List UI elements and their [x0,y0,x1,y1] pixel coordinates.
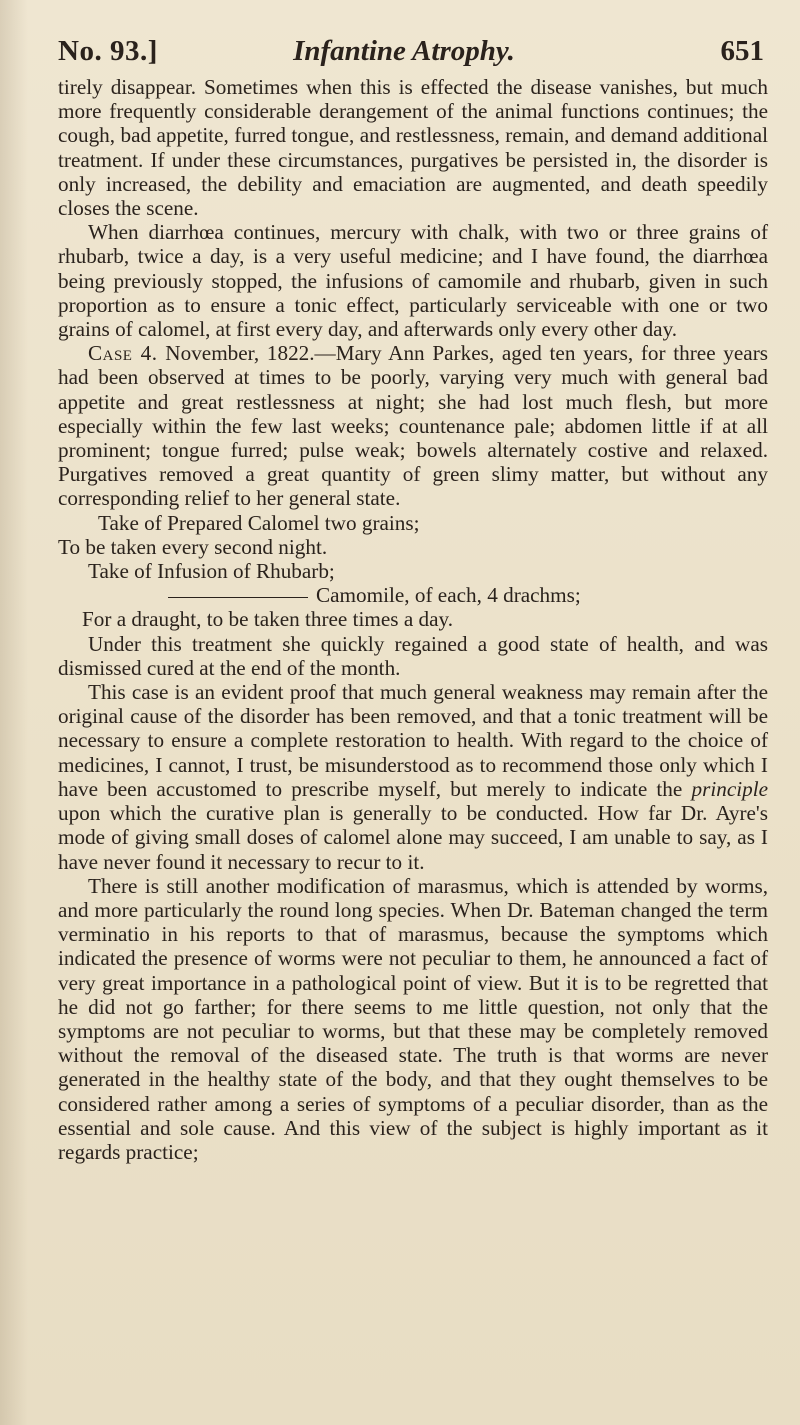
running-title: Infantine Atrophy. [293,35,515,67]
paragraph-discussion: This case is an evident proof that much general weakness may remain after the original cause of the disorder has been removed, and that a tonic treatment will be necessary to ensure a complete restoration to health. With regard to the choice of medicines, I cannot, I trust, be misunderstood as to recommend those only which I have been accustomed to prescribe myself, but merely to indicate the principle upon which the curative plan is generally to be conducted. How far Dr. Ayre's mode of giving small doses of calomel alone may succeed, I am unable to say, as I have never found it necessary to recur to it. [58,680,769,874]
prescription-line-draught: For a draught, to be taken three times a day. [82,607,454,632]
prescription [58,511,768,632]
paragraph-outcome: Under this treatment she quickly regained a good state of health, and was dismissed cured at the end of the month. [58,631,768,680]
prescription-line-schedule: To be taken every second night. [58,534,328,559]
issue-number: No. 93.] [58,35,158,67]
paragraph-diarrhoea: When diarrhœa continues, mercury with chalk, with two or three grains of rhubarb, twice a day, is a very useful medicine; and I have found, the diarrhœa being previously stopped, the infusions of camomile and rhubarb, given in such proportion as to ensure a tonic effect, particularly serviceable with one or two grains of calomel, at first every day, and afterwards only every other day. [58,220,768,342]
running-head [44,32,764,70]
case-4-text: November, 1822.—Mary Ann Parkes, aged ten years, for three years had been observed at times to be poorly, varying very much with general bad appetite and great restlessness at night; she had lost much flesh, but more especially within the few last weeks; countenance pale; abdomen little if at all prominent; tongue furred; pulse weak; bowels alternately costive and relaxed. Purgatives removed a great quantity of green slimy matter, but without any corresponding relief to her general state. [58,341,769,511]
ditto-rule [168,597,308,598]
paragraph-continuation: tirely disappear. Sometimes when this is effected the disease vanishes, but much more frequently considerable derangement of the animal functions continues; the cough, bad appetite, furred tongue, and restlessness, remain, and demand additional treatment. If under these circumstances, purgatives be persisted in, the disorder is only increased, the debility and emaciation are augmented, and death speedily closes the scene. [58,75,768,221]
body-text [58,75,768,1164]
prescription-line-rhubarb: Take of Infusion of Rhubarb; [88,559,335,584]
paragraph-worms: There is still another modification of marasmus, which is attended by worms, and more particularly the round long species. When Dr. Bateman changed the term verminatio in his reports to that of marasmus, because the symptoms which indicated the presence of worms were not peculiar to them, he announced a fact of very great importance in a pathological point of view. But it is to be regretted that he did not go farther; for there seems to me little question, not only that the symptoms are not peculiar to worms, but that these may be completely removed without the removal of the diseased state. The truth is that worms are never generated in the healthy state of the body, and that they ought themselves to be considered rather among a series of symptoms of a peculiar disorder, than as the essential and sole cause. And this view of the subject is highly important as it regards practice; [58,873,768,1164]
prescription-line-camomile: Camomile, of each, 4 drachms; [58,583,768,607]
case-label: Case 4. [88,341,158,366]
page-gutter-shadow [0,0,28,1425]
prescription-line-calomel: Take of Prepared Calomel two grains; [98,510,420,535]
page-number: 651 [720,35,764,67]
paragraph-case-4 [58,341,768,510]
emphasis-principle: principle [691,776,769,801]
